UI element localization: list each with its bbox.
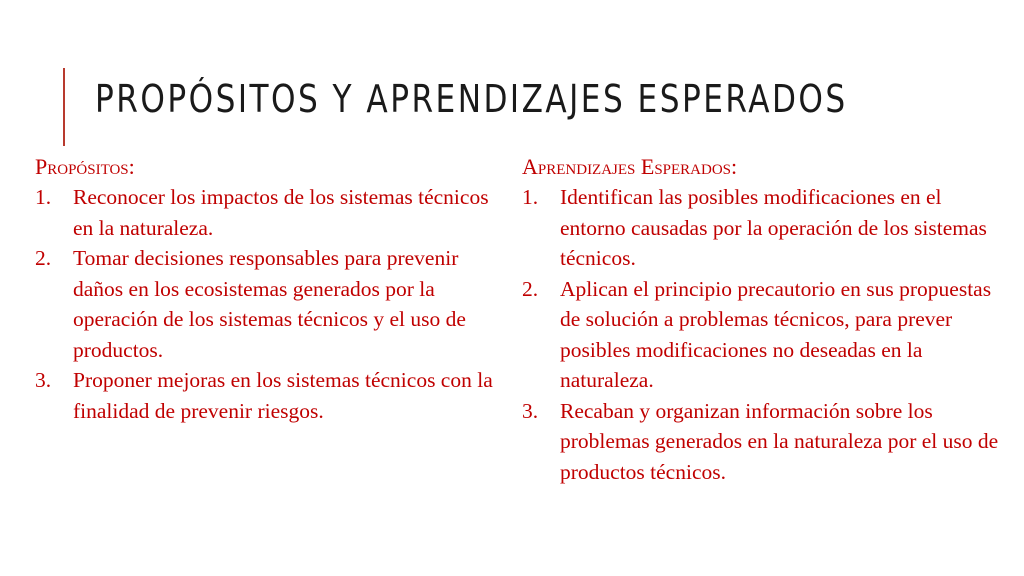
list-item xyxy=(522,182,1002,274)
expected-learnings-list xyxy=(522,182,1002,487)
item-text: Proponer mejoras en los sistemas técnicos con la finalidad de prevenir riesgos. xyxy=(73,368,493,423)
purposes-heading: Propósitos: xyxy=(35,154,135,179)
item-text: Recaban y organizan información sobre los problemas generados en la naturaleza por el uso de productos técnicos. xyxy=(560,398,999,484)
expected-learnings-heading: Aprendizajes Esperados: xyxy=(522,154,738,179)
expected-learnings-column xyxy=(522,152,1002,487)
item-number: 3. xyxy=(35,368,52,392)
list-item xyxy=(35,365,510,426)
item-text: Identifican las posibles modificaciones en el entorno causadas por la operación de los sistemas técnicos. xyxy=(560,185,987,270)
item-text: Reconocer los impactos de los sistemas técnicos en la naturaleza. xyxy=(73,185,489,240)
title-accent-bar xyxy=(63,68,65,146)
item-text: Aplican el principio precautorio en sus propuestas de solución a problemas técnicos, para prever posibles modificaciones no deseadas en la naturaleza. xyxy=(560,276,992,392)
item-number: 2. xyxy=(522,276,539,301)
item-number: 1. xyxy=(522,185,539,209)
list-item xyxy=(35,243,510,365)
list-item xyxy=(522,274,1002,396)
item-text: Tomar decisiones responsables para prevenir daños en los ecosistemas generados por la operación de los sistemas técnicos y el uso de productos. xyxy=(73,246,466,362)
slide-title: PROPÓSITOS Y APRENDIZAJES ESPERADOS xyxy=(95,77,848,121)
item-number: 3. xyxy=(522,398,539,423)
list-item xyxy=(522,396,1002,488)
list-item xyxy=(35,182,510,243)
item-number: 1. xyxy=(35,185,52,209)
purposes-column xyxy=(35,152,510,426)
item-number: 2. xyxy=(35,246,52,270)
purposes-list xyxy=(35,182,510,426)
